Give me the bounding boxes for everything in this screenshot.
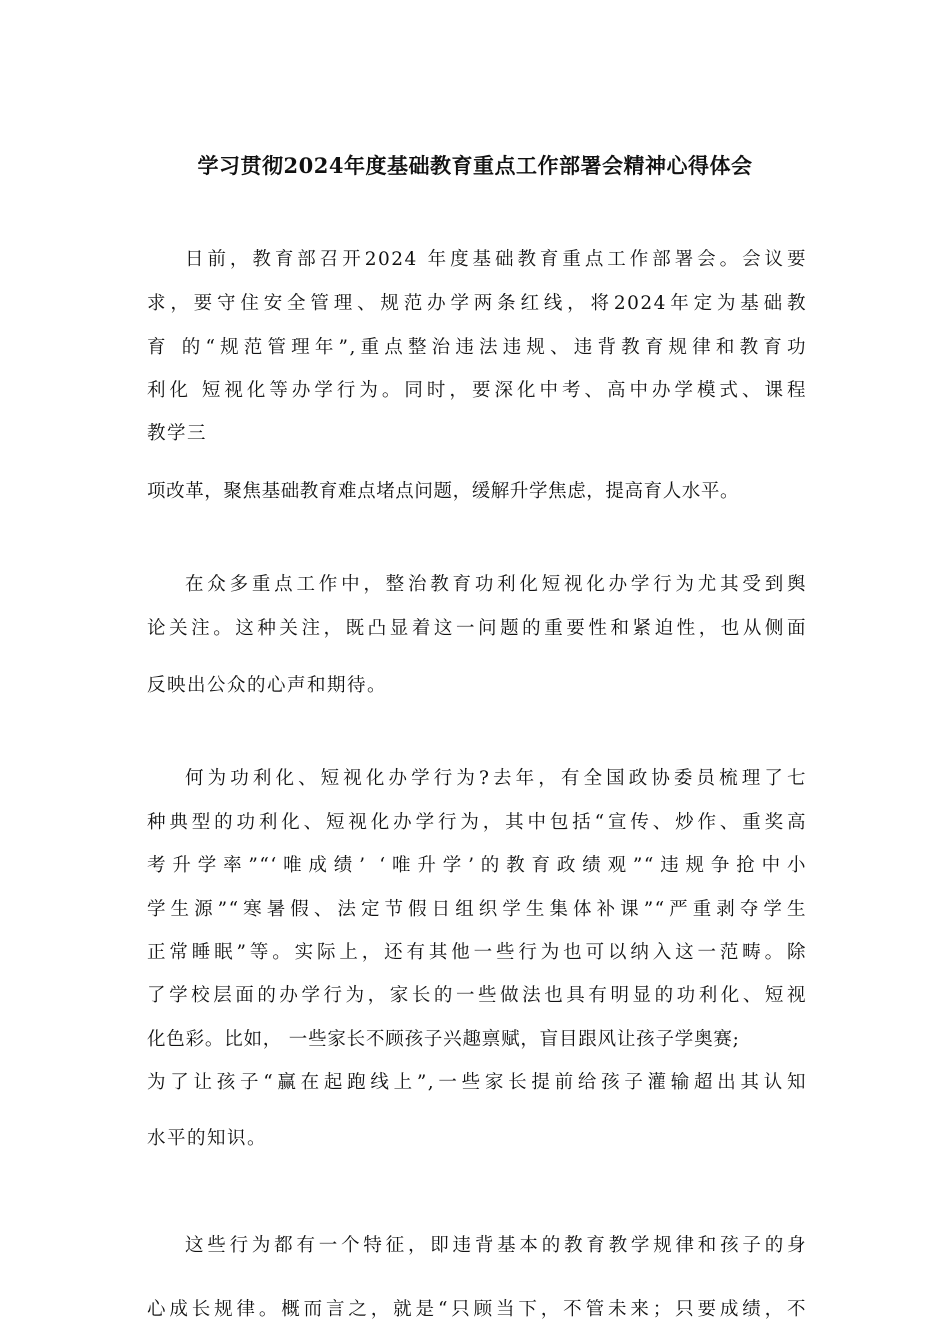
paragraph-line: 利化 短视化等办学行为。同时，要深化中考、高中办学模式、课程: [147, 380, 807, 401]
paragraph-line: 种典型的功利化、短视化办学行为，其中包括“宣传、炒作、重奖高: [147, 812, 807, 833]
paragraph-line: 化色彩。比如， 一些家长不顾孩子兴趣禀赋，盲目跟风让孩子学奥赛;: [147, 1029, 740, 1050]
paragraph-line: 何为功利化、短视化办学行为?去年，有全国政协委员梳理了七: [185, 768, 807, 789]
paragraph-line: 学生源”“寒暑假、法定节假日组织学生集体补课”“严重剥夺学生: [147, 899, 807, 920]
paragraph-line: 日前，教育部召开2024 年度基础教育重点工作部署会。会议要: [185, 249, 807, 270]
paragraph-line: 为了让孩子“赢在起跑线上”,一些家长提前给孩子灌输超出其认知: [147, 1072, 807, 1093]
paragraph-line: 项改革，聚焦基础教育难点堵点问题，缓解升学焦虑，提高育人水平。: [147, 481, 740, 502]
paragraph-line: 论关注。这种关注，既凸显着这一问题的重要性和紧迫性，也从侧面: [147, 618, 807, 639]
document-title: 学习贯彻2024年度基础教育重点工作部署会精神心得体会: [197, 153, 753, 178]
paragraph-line: 反映出公众的心声和期待。: [147, 675, 388, 696]
paragraph-line: 求，要守住安全管理、规范办学两条红线，将2024年定为基础教: [147, 293, 807, 314]
paragraph-line: 心成长规律。概而言之，就是“只顾当下，不管未来；只要成绩，不: [147, 1299, 807, 1320]
paragraph-line: 这些行为都有一个特征，即违背基本的教育教学规律和孩子的身: [185, 1235, 807, 1256]
paragraph-line: 教学三: [147, 423, 208, 444]
paragraph-line: 在众多重点工作中，整治教育功利化短视化办学行为尤其受到舆: [185, 574, 807, 595]
paragraph-line: 了学校层面的办学行为，家长的一些做法也具有明显的功利化、短视: [147, 985, 807, 1006]
paragraph-line: 育 的“规范管理年”,重点整治违法违规、违背教育规律和教育功: [147, 337, 807, 358]
paragraph-line: 考升学率”“‘唯成绩’ ‘唯升学’的教育政绩观”“违规争抢中小: [147, 855, 807, 876]
paragraph-line: 正常睡眠”等。实际上，还有其他一些行为也可以纳入这一范畴。除: [147, 942, 807, 963]
paragraph-line: 水平的知识。: [147, 1128, 268, 1149]
